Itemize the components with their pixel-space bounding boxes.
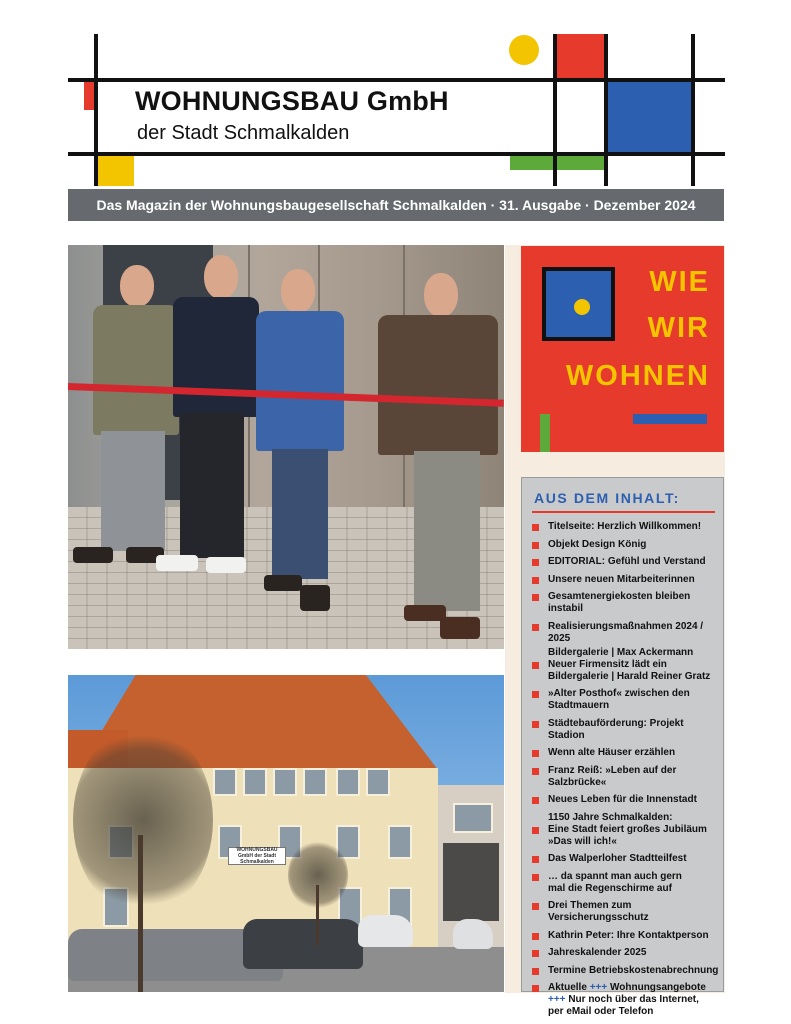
red-block-top bbox=[557, 34, 604, 78]
grid-line-v3 bbox=[604, 34, 608, 186]
toc-title: AUS DEM INHALT: bbox=[534, 490, 680, 506]
toc-item[interactable]: Das Walperloher Stadtteilfest bbox=[532, 853, 722, 865]
grid-line-top bbox=[68, 78, 725, 82]
toc-item[interactable]: Städtebauförderung: Projekt Stadion bbox=[532, 718, 722, 742]
logo-word-wir: WIR bbox=[647, 312, 710, 344]
car-van bbox=[453, 919, 493, 949]
ribbon-cutting-photo bbox=[68, 245, 504, 649]
toc-item[interactable]: Wenn alte Häuser erzählen bbox=[532, 747, 722, 759]
company-subtitle: der Stadt Schmalkalden bbox=[137, 122, 350, 144]
toc-item[interactable]: Objekt Design König bbox=[532, 539, 722, 551]
logo-word-wohnen: WOHNEN bbox=[565, 360, 710, 392]
toc-item[interactable]: Bildergalerie | Max Ackermann bbox=[548, 646, 694, 658]
company-title: WOHNUNGSBAU GmbH bbox=[135, 86, 449, 116]
wie-wir-wohnen-logo bbox=[521, 246, 724, 452]
toc-item[interactable]: EDITORIAL: Gefühl und Verstand bbox=[532, 556, 722, 568]
toc-item[interactable]: »Das will ich!« bbox=[548, 835, 617, 847]
car-dark bbox=[243, 919, 363, 969]
grid-line-v2 bbox=[553, 34, 557, 186]
toc-item[interactable]: Unsere neuen Mitarbeiterinnen bbox=[532, 574, 722, 586]
toc-item[interactable]: Realisierungsmaßnahmen 2024 / 2025 bbox=[532, 621, 722, 645]
building-photo bbox=[68, 675, 504, 992]
toc-item[interactable]: Eine Stadt feiert großes Jubiläum bbox=[532, 824, 722, 836]
magazine-bar: Das Magazin der Wohnungsbaugesellschaft Schmalkalden · 31. Ausgabe · Dezember 2024 bbox=[68, 189, 724, 221]
company-sign: WOHNUNGSBAU GmbH der Stadt Schmalkalden bbox=[228, 847, 286, 865]
toc-item[interactable]: Bildergalerie | Harald Reiner Gratz bbox=[548, 670, 711, 682]
toc-divider bbox=[532, 511, 715, 513]
toc-item[interactable]: Jahreskalender 2025 bbox=[532, 947, 722, 959]
toc-item[interactable]: Drei Themen zum Versicherungsschutz bbox=[532, 900, 722, 924]
logo-blue-square bbox=[542, 267, 615, 341]
toc-list bbox=[532, 521, 722, 1024]
toc-item[interactable]: Neuer Firmensitz lädt ein bbox=[532, 659, 722, 671]
toc-item[interactable]: Neues Leben für die Innenstadt bbox=[532, 794, 722, 806]
grid-line-v1 bbox=[94, 34, 98, 186]
logo-yellow-dot bbox=[574, 299, 590, 315]
tree bbox=[73, 725, 213, 915]
logo-green-bar bbox=[540, 414, 550, 452]
yellow-block bbox=[98, 156, 134, 186]
toc-item[interactable]: Gesamtenergiekosten bleiben instabil bbox=[532, 591, 722, 615]
green-block bbox=[510, 156, 604, 170]
blue-block bbox=[608, 82, 691, 152]
toc-item[interactable]: »Alter Posthof« zwischen den Stadtmauern bbox=[532, 688, 722, 712]
car-white bbox=[358, 915, 413, 947]
yellow-circle bbox=[509, 35, 539, 65]
toc-item[interactable]: 1150 Jahre Schmalkalden: bbox=[548, 811, 673, 823]
logo-blue-bar bbox=[633, 414, 707, 424]
table-of-contents bbox=[521, 477, 724, 1017]
toc-item-offers[interactable]: Aktuelle +++ Wohnungsangebote +++ Nur noch über das Internet, per eMail oder Telefon bbox=[532, 982, 722, 1018]
toc-item[interactable]: Titelseite: Herzlich Willkommen! bbox=[532, 521, 722, 533]
toc-item[interactable]: Franz Reiß: »Leben auf der Salzbrücke« bbox=[532, 765, 722, 789]
toc-item[interactable]: … da spannt man auch gern mal die Regenschirme auf bbox=[532, 871, 722, 895]
grid-line-bottom bbox=[68, 152, 725, 156]
toc-item[interactable]: Termine Betriebskostenabrechnung bbox=[532, 965, 722, 977]
logo-word-wie: WIE bbox=[649, 266, 710, 298]
toc-item[interactable]: Kathrin Peter: Ihre Kontaktperson bbox=[532, 930, 722, 942]
red-block-left bbox=[84, 82, 94, 110]
grid-line-v4 bbox=[691, 34, 695, 186]
